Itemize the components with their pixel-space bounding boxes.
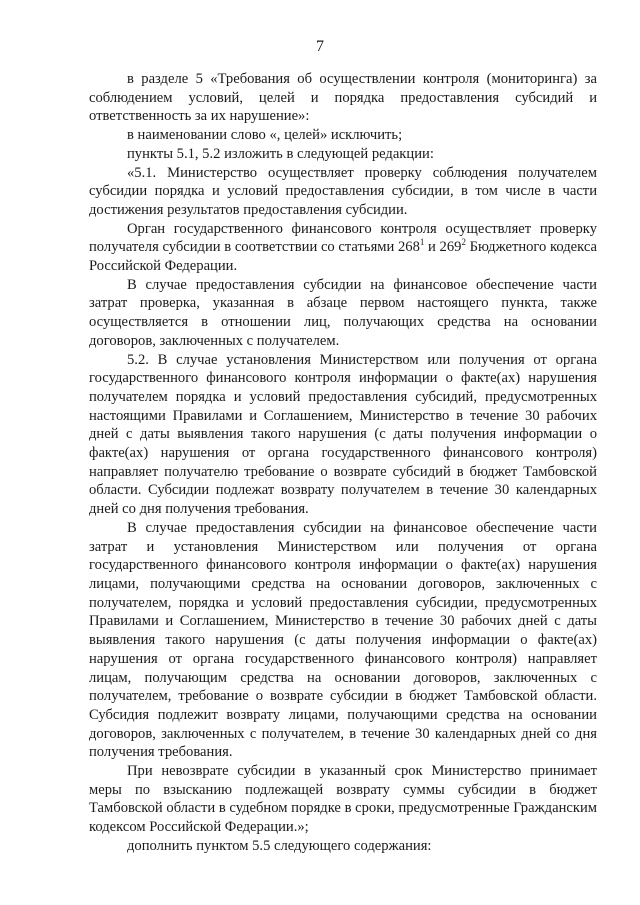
- paragraph-item-5-1: «5.1. Министерство осуществляет проверку соблюдения получателем субсидии порядка и условий предоставления субсидии, в том числе в части достижения результатов предоставления субсидии.: [89, 164, 597, 218]
- paragraph-financial-control: [89, 220, 597, 276]
- superscript-1: 1: [419, 237, 425, 248]
- paragraph-title-change: в наименовании слово «, целей» исключить;: [127, 127, 403, 144]
- paragraph-partial-costs-violation: В случае предоставления субсидии на финансовое обеспечение части затрат и установления Министерством или получения от органа государственного финансового контроля информации о факте(ах) нарушения лицами, получающими средства на основании договоров, заключенных с получателем, порядка и условий предоставления субсидии, предусмотренных Правилами и Соглашением, Министерство в течение 30 рабочих дней с даты выявления такого нарушения (с даты получения информации о факте(ах) нарушения от органа государственного финансового контроля) направляет лицам, получающим средства на основании договоров, заключенных с получателем, требование о возврате субсидии в бюджет Тамбовской области. Субсидия подлежит возврату лицами, получающими средства на основании договоров, заключенных с получателем, в течение 30 календарных дней со дня получения требования.: [89, 519, 597, 761]
- document-body: [89, 70, 597, 856]
- paragraph-partial-costs-check: В случае предоставления субсидии на финансовое обеспечение части затрат проверка, указанная в абзаце первом настоящего пункта, также осуществляется в отношении лиц, получающих средства на основании договоров, заключенных с получателем.: [89, 276, 597, 349]
- paragraph-non-return: При невозврате субсидии в указанный срок Министерство принимает меры по взысканию подлежащей возврату суммы субсидии в бюджет Тамбовской области в судебном порядке в сроки, предусмотренные Гражданским кодексом Российской Федерации.»;: [89, 763, 597, 836]
- page-number: 7: [316, 38, 324, 55]
- text-before-article-268: Орган государственного финансового контроля осуществляет проверку получателя субсидии в соответствии со статьями 268: [89, 220, 597, 256]
- superscript-2: 2: [461, 237, 466, 248]
- paragraph-add-item-5-5: дополнить пунктом 5.5 следующего содержания:: [127, 837, 432, 854]
- paragraph-section-5-intro: в разделе 5 «Требования об осуществлении контроля (мониторинга) за соблюдением условий, целей и порядка предоставления субсидий и ответственность за их нарушение»:: [89, 71, 597, 125]
- text-budget-code: Бюджетного кодекса Российской Федерации.: [89, 239, 598, 275]
- text-article-269: и 269: [424, 239, 462, 256]
- paragraph-items-redaction: пункты 5.1, 5.2 изложить в следующей редакции:: [127, 145, 434, 162]
- paragraph-item-5-2: 5.2. В случае установления Министерством или получения от органа государственного финансового контроля информации о факте(ах) нарушения получателем порядка и условий предоставления субсидий, предусмотренных настоящими Правилами и Соглашением, Министерство в течение 30 рабочих дней с даты выявления такого нарушения (с даты получения информации о факте(ах) нарушения от органа государственного финансового контроля) направляет получателю требование о возврате субсидий в бюджет Тамбовской области. Субсидии подлежат возврату получателем в течение 30 календарных дней со дня получения требования.: [89, 351, 597, 518]
